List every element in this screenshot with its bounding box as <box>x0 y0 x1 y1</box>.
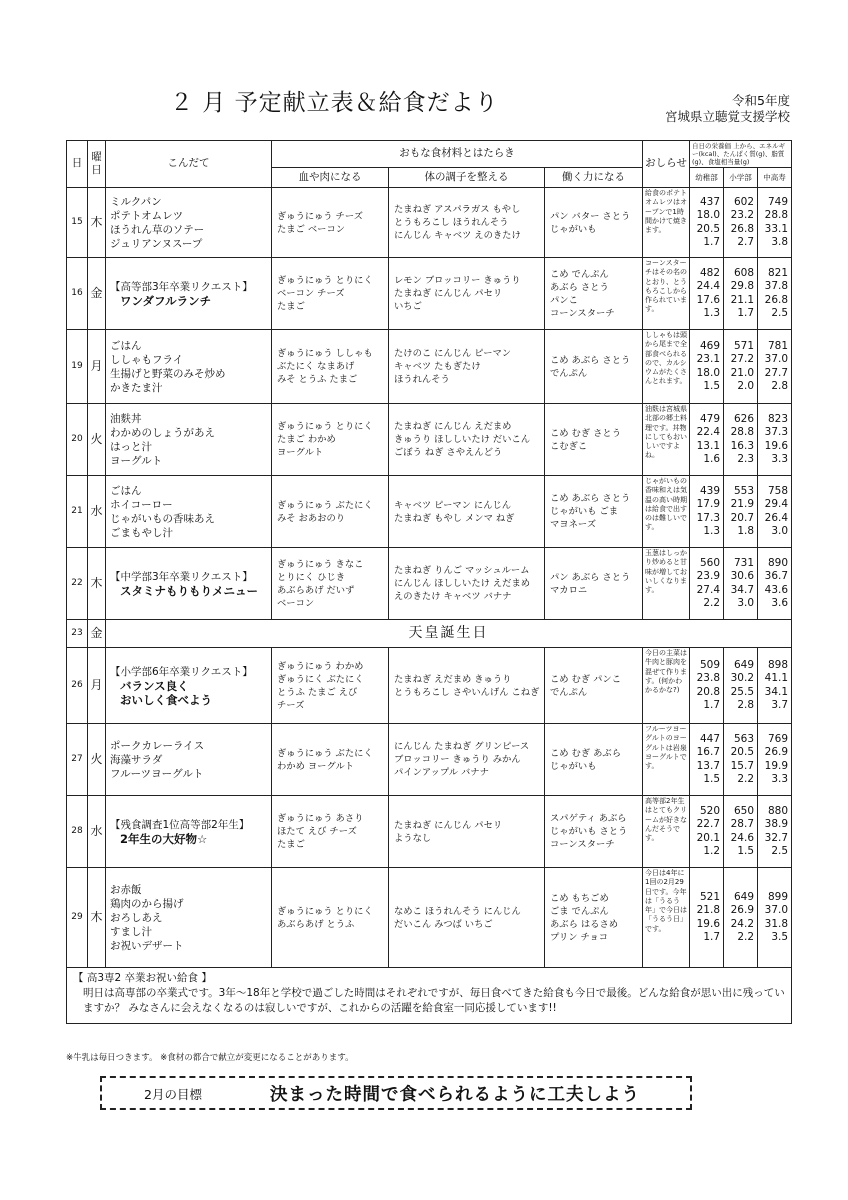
nutrition-value: 437 <box>699 195 721 208</box>
nutrition-value: 20.7 <box>730 511 755 524</box>
dish-item: ヨーグルト <box>110 454 163 467</box>
nutrition-n3 <box>758 868 792 968</box>
nutrition-value: 30.6 <box>730 570 755 582</box>
dish-item: 鶏肉のから揚げ <box>110 897 184 910</box>
nutrition-value: 2.3 <box>737 453 755 465</box>
page-title: ２ 月 予定献立表＆給食だより <box>170 90 499 116</box>
nutrition-value: 439 <box>699 484 721 497</box>
notice-cell: 今日は4年に1回の2月29日です。今年は「うるう年」で今日は「うるう日」です。 <box>643 868 690 968</box>
request-menu-title: 2年生の大好物☆ <box>120 831 208 846</box>
nutrition-n2 <box>724 404 758 476</box>
nutrition-value: 3.6 <box>771 597 789 609</box>
blood-ingredients: ぎゅうにゅう とりにく ベーコン チーズ たまご <box>272 258 389 330</box>
nutrition-value: 602 <box>733 195 755 208</box>
nutrition-value: 22.7 <box>696 818 721 830</box>
energy-ingredients: こめ でんぷん あぶら さとう パンこ コーンスターチ <box>545 258 643 330</box>
notice-cell: コーンスターチはその名のとおり、とうもろこしから作られています。 <box>643 258 690 330</box>
dish-item: ミルクパン <box>110 195 162 208</box>
dish-cell <box>106 868 272 968</box>
dish-item: ごまもやし汁 <box>110 526 173 539</box>
nutrition-value: 447 <box>699 732 721 745</box>
nutrition-value: 15.7 <box>730 759 755 772</box>
header-notice: おしらせ <box>643 141 690 188</box>
nutrition-value: 18.0 <box>696 209 721 221</box>
nutrition-value: 21.8 <box>696 904 721 916</box>
notice-cell: 油麩は宮城県北部の郷土料理です。丼物にしてもおいしいですよね。 <box>643 404 690 476</box>
nutrition-n3 <box>758 796 792 868</box>
footnote: ※牛乳は毎日つきます。 ※食材の都合で献立が変更になることがあります。 <box>66 1053 354 1063</box>
nutrition-value: 19.9 <box>764 759 789 772</box>
nutrition-value: 20.5 <box>696 222 721 235</box>
nutrition-value: 20.1 <box>696 831 721 844</box>
blood-ingredients: ぎゅうにゅう とりにく たまご わかめ ヨーグルト <box>272 404 389 476</box>
day-cell: 28 <box>67 796 88 868</box>
nutrition-value: 23.2 <box>730 209 755 221</box>
nutrition-value: 28.8 <box>764 209 789 221</box>
dish-cell <box>106 330 272 404</box>
nutrition-value: 563 <box>733 732 755 745</box>
nutrition-n1 <box>690 258 724 330</box>
nutrition-n2 <box>724 648 758 724</box>
nutrition-value: 553 <box>733 484 755 497</box>
nutrition-value: 23.8 <box>696 672 721 684</box>
nutrition-value: 22.4 <box>696 426 721 438</box>
request-label: 【残食調査1位高等部2年生】 <box>110 818 250 831</box>
nutrition-value: 2.8 <box>737 699 755 711</box>
dish-item: すまし汁 <box>110 925 152 938</box>
dish-item: はっと汁 <box>110 440 152 453</box>
body-ingredients: レモン ブロッコリー きゅうり たまねぎ にんじん パセリ いちご <box>389 258 545 330</box>
message-heading: 【 高3専2 卒業お祝い給食 】 <box>73 972 212 984</box>
body-ingredients: キャベツ ピーマン にんじん たまねぎ もやし メンマ ねぎ <box>389 476 545 548</box>
nutrition-value: 34.7 <box>730 583 755 596</box>
nutrition-n2 <box>724 724 758 796</box>
goal-box <box>100 1076 692 1110</box>
nutrition-value: 2.2 <box>737 931 755 943</box>
request-menu-title: ワンダフルランチ <box>120 293 212 308</box>
body-ingredients: にんじん たまねぎ グリンピース ブロッコリー きゅうり みかん パインアップル バナナ <box>389 724 545 796</box>
day-cell: 23 <box>67 620 88 648</box>
nutrition-value: 37.8 <box>764 280 789 292</box>
energy-ingredients: こめ あぶら さとう じゃがいも ごま マヨネーズ <box>545 476 643 548</box>
nutrition-n1 <box>690 648 724 724</box>
dish-cell <box>106 548 272 620</box>
nutrition-value: 23.9 <box>696 570 721 582</box>
nutrition-value: 749 <box>768 195 789 208</box>
menu-table <box>66 140 792 1024</box>
nutrition-value: 1.5 <box>737 845 755 857</box>
body-ingredients: なめこ ほうれんそう にんじん だいこん みつば いちご <box>389 868 545 968</box>
nutrition-value: 1.7 <box>703 236 721 248</box>
dish-item: かきたま汁 <box>110 381 163 394</box>
nutrition-value: 2.0 <box>737 380 755 392</box>
nutrition-n3 <box>758 724 792 796</box>
blood-ingredients: ぎゅうにゅう ぶたにく みそ おあおのり <box>272 476 389 548</box>
header-blood: 血や肉になる <box>272 168 389 188</box>
nutrition-value: 17.3 <box>696 511 721 524</box>
energy-ingredients: スパゲティ あぶら じゃがいも さとう コーンスターチ <box>545 796 643 868</box>
blood-ingredients: ぎゅうにゅう ししゃも ぶたにく なまあげ みそ とうふ たまご <box>272 330 389 404</box>
notice-cell: 給食のポテトオムレツはオーブンで1時間かけて焼きます。 <box>643 188 690 258</box>
school-name: 宮城県立聴覚支援学校 <box>664 109 790 124</box>
nutrition-value: 1.3 <box>703 307 721 319</box>
dish-item: じゃがいもの香味あえ <box>110 512 215 525</box>
nutrition-n2 <box>724 188 758 258</box>
menu-row <box>67 404 792 476</box>
header-dish: こんだて <box>106 141 272 188</box>
nutrition-value: 1.3 <box>703 525 721 537</box>
dish-cell <box>106 258 272 330</box>
nutrition-n2 <box>724 476 758 548</box>
request-label: 【高等部3年卒業リクエスト】 <box>110 280 253 293</box>
nutrition-value: 21.9 <box>730 498 755 510</box>
weekday-cell: 火 <box>88 404 106 476</box>
nutrition-value: 781 <box>768 339 789 352</box>
nutrition-value: 3.3 <box>771 773 789 785</box>
nutrition-value: 26.4 <box>764 511 789 524</box>
nutrition-value: 821 <box>768 266 789 279</box>
nutrition-value: 33.1 <box>764 222 789 235</box>
weekday-cell: 月 <box>88 648 106 724</box>
nutrition-value: 37.0 <box>764 353 789 365</box>
energy-ingredients: こめ むぎ パンこ でんぷん <box>545 648 643 724</box>
header-day: 日 <box>67 141 88 188</box>
nutrition-value: 41.1 <box>764 672 789 684</box>
nutrition-value: 898 <box>768 658 789 671</box>
header-nutrition: 自日の栄養価 上から、エネルギー(kcal)、たんぱく質(g)、脂質(g)、食塩相当量(g) <box>690 141 792 168</box>
nutrition-n2 <box>724 548 758 620</box>
menu-row <box>67 476 792 548</box>
nutrition-value: 23.1 <box>696 353 721 365</box>
notice-cell: じゃがいもの香味和えは気温の高い時期は給食で出すのは難しいです。 <box>643 476 690 548</box>
nutrition-value: 27.2 <box>730 353 755 365</box>
nutrition-value: 26.8 <box>730 222 755 235</box>
nutrition-value: 20.8 <box>696 685 721 698</box>
nutrition-value: 1.5 <box>703 773 721 785</box>
nutrition-value: 479 <box>699 412 721 425</box>
nutrition-value: 880 <box>768 804 789 817</box>
nutrition-value: 37.0 <box>764 904 789 916</box>
nutrition-value: 1.5 <box>703 380 721 392</box>
menu-row <box>67 330 792 404</box>
nutrition-value: 1.8 <box>737 525 755 537</box>
school-year: 令和5年度 <box>732 93 790 108</box>
nutrition-value: 509 <box>699 658 721 671</box>
nutrition-value: 21.0 <box>730 366 755 379</box>
dish-item: フルーツヨーグルト <box>110 767 204 780</box>
nutrition-value: 17.9 <box>696 498 721 510</box>
nutrition-value: 626 <box>733 412 755 425</box>
day-cell: 29 <box>67 868 88 968</box>
nutrition-value: 2.2 <box>703 597 721 609</box>
nutrition-value: 32.7 <box>764 831 789 844</box>
energy-ingredients: こめ むぎ あぶら じゃがいも <box>545 724 643 796</box>
dish-item: わかめのしょうがあえ <box>110 426 215 439</box>
body-ingredients: たまねぎ アスパラガス もやし とうもろこし ほうれんそう にんじん キャベツ えのきたけ <box>389 188 545 258</box>
nutrition-value: 26.8 <box>764 293 789 306</box>
nutrition-value: 1.6 <box>703 453 721 465</box>
nutrition-value: 37.3 <box>764 426 789 438</box>
nutrition-n1 <box>690 476 724 548</box>
weekday-cell: 水 <box>88 796 106 868</box>
request-label: 【小学部6年卒業リクエスト】 <box>110 665 253 678</box>
nutrition-value: 1.7 <box>737 307 755 319</box>
blood-ingredients: ぎゅうにゅう わかめ ぎゅうにく ぶたにく とうふ たまご えび チーズ <box>272 648 389 724</box>
weekday-cell: 月 <box>88 330 106 404</box>
nutrition-n1 <box>690 188 724 258</box>
notice-cell: 今日の主菜は牛肉と豚肉を混ぜて作ります。(何かわかるかな?) <box>643 648 690 724</box>
dish-item: ごはん <box>110 484 142 497</box>
nutrition-value: 26.9 <box>764 746 789 758</box>
menu-row <box>67 648 792 724</box>
request-label: 【中学部3年卒業リクエスト】 <box>110 570 253 583</box>
nutrition-value: 19.6 <box>764 439 789 452</box>
nutrition-n1 <box>690 330 724 404</box>
header-ingredients: おもな食材料とはたらき <box>272 141 643 168</box>
nutrition-value: 24.4 <box>696 280 721 292</box>
holiday-cell: 天皇誕生日 <box>106 620 792 648</box>
header-body: 体の調子を整える <box>389 168 545 188</box>
dish-item: ごはん <box>110 339 142 352</box>
menu-row <box>67 796 792 868</box>
goal-label: 2月の目標 <box>144 1087 202 1102</box>
body-ingredients: たまねぎ にんじん パセリ ようなし <box>389 796 545 868</box>
day-cell: 27 <box>67 724 88 796</box>
nutrition-value: 29.8 <box>730 280 755 292</box>
nutrition-value: 2.7 <box>737 236 755 248</box>
nutrition-value: 3.8 <box>771 236 789 248</box>
nutrition-value: 16.3 <box>730 439 755 452</box>
dish-cell <box>106 724 272 796</box>
dish-cell <box>106 648 272 724</box>
menu-row <box>67 868 792 968</box>
dish-item: お赤飯 <box>110 883 142 896</box>
nutrition-n2 <box>724 796 758 868</box>
menu-row <box>67 620 792 648</box>
body-ingredients: たまねぎ えだまめ きゅうり とうもろこし さやいんげん こねぎ <box>389 648 545 724</box>
energy-ingredients: パン あぶら さとう マカロニ <box>545 548 643 620</box>
header-middle: 中高寿 <box>758 168 792 188</box>
dish-item: ほうれん草のソテー <box>110 223 205 236</box>
nutrition-value: 2.8 <box>771 380 789 392</box>
header-kinder: 幼稚部 <box>690 168 724 188</box>
day-cell: 15 <box>67 188 88 258</box>
nutrition-value: 19.6 <box>696 917 721 930</box>
nutrition-value: 608 <box>733 266 755 279</box>
nutrition-value: 571 <box>733 339 755 352</box>
nutrition-n1 <box>690 404 724 476</box>
nutrition-value: 27.4 <box>696 583 721 596</box>
nutrition-n1 <box>690 796 724 868</box>
dish-cell <box>106 188 272 258</box>
weekday-cell: 火 <box>88 724 106 796</box>
nutrition-value: 24.2 <box>730 917 755 930</box>
dish-cell <box>106 796 272 868</box>
blood-ingredients: ぎゅうにゅう とりにく あぶらあげ とうふ <box>272 868 389 968</box>
weekday-cell: 木 <box>88 868 106 968</box>
body-ingredients: たまねぎ りんご マッシュルーム にんじん ほししいたけ えだまめ えのきたけ キャベツ バナナ <box>389 548 545 620</box>
nutrition-value: 823 <box>768 412 789 425</box>
nutrition-value: 649 <box>733 890 755 903</box>
nutrition-value: 2.5 <box>771 845 789 857</box>
blood-ingredients: ぎゅうにゅう きなこ とりにく ひじき あぶらあげ だいず ベーコン <box>272 548 389 620</box>
nutrition-n3 <box>758 188 792 258</box>
dish-item: 生揚げと野菜のみそ炒め <box>110 367 226 380</box>
day-cell: 16 <box>67 258 88 330</box>
nutrition-value: 769 <box>768 732 789 745</box>
nutrition-n3 <box>758 648 792 724</box>
nutrition-value: 13.7 <box>696 759 721 772</box>
menu-row <box>67 548 792 620</box>
nutrition-value: 28.7 <box>730 818 755 830</box>
nutrition-value: 3.7 <box>771 699 789 711</box>
nutrition-value: 26.9 <box>730 904 755 916</box>
nutrition-n3 <box>758 404 792 476</box>
body-ingredients: たまねぎ にんじん えだまめ きゅうり ほししいたけ だいこん ごぼう ねぎ さやえんどう <box>389 404 545 476</box>
nutrition-n2 <box>724 258 758 330</box>
day-cell: 26 <box>67 648 88 724</box>
day-cell: 21 <box>67 476 88 548</box>
weekday-cell: 木 <box>88 188 106 258</box>
header-elem: 小学部 <box>724 168 758 188</box>
energy-ingredients: こめ もちごめ ごま でんぷん あぶら はるさめ プリン チョコ <box>545 868 643 968</box>
nutrition-value: 469 <box>699 339 721 352</box>
notice-cell: ししゃもは頭から尾まで全部食べられるので、カルシウムがたくさんとれます。 <box>643 330 690 404</box>
day-cell: 19 <box>67 330 88 404</box>
notice-cell: フルーツヨーグルトのヨーグルトは岩泉ヨーグルトです。 <box>643 724 690 796</box>
nutrition-value: 3.0 <box>737 597 755 609</box>
nutrition-value: 13.1 <box>696 439 721 452</box>
request-menu-title: バランス良く おいしく食べよう <box>120 678 212 707</box>
menu-row <box>67 258 792 330</box>
energy-ingredients: パン バター さとう じゃがいも <box>545 188 643 258</box>
dish-item: ししゃもフライ <box>110 353 184 366</box>
goal-text: 決まった時間で食べられるように工夫しよう <box>270 1085 640 1105</box>
nutrition-value: 482 <box>699 266 721 279</box>
message-box <box>67 968 792 1024</box>
nutrition-value: 18.0 <box>696 366 721 379</box>
dish-item: お祝いデザート <box>110 939 184 952</box>
nutrition-value: 890 <box>768 556 789 569</box>
nutrition-value: 25.5 <box>730 685 755 698</box>
nutrition-value: 1.7 <box>703 931 721 943</box>
nutrition-value: 36.7 <box>764 570 789 582</box>
nutrition-value: 24.6 <box>730 831 755 844</box>
nutrition-value: 20.5 <box>730 746 755 758</box>
energy-ingredients: こめ むぎ さとう こむぎこ <box>545 404 643 476</box>
energy-ingredients: こめ あぶら さとう でんぷん <box>545 330 643 404</box>
nutrition-value: 560 <box>699 556 721 569</box>
nutrition-n2 <box>724 330 758 404</box>
notice-cell: 玉葱はしっかり炒めると甘味が増しておいしくなります。 <box>643 548 690 620</box>
dish-item: ジュリアンヌスープ <box>110 237 203 250</box>
nutrition-value: 3.0 <box>771 525 789 537</box>
day-cell: 20 <box>67 404 88 476</box>
blood-ingredients: ぎゅうにゅう あさり ほたて えび チーズ たまご <box>272 796 389 868</box>
nutrition-n1 <box>690 724 724 796</box>
blood-ingredients: ぎゅうにゅう チーズ たまご ベーコン <box>272 188 389 258</box>
nutrition-n3 <box>758 258 792 330</box>
menu-row <box>67 724 792 796</box>
nutrition-n3 <box>758 476 792 548</box>
nutrition-value: 2.5 <box>771 307 789 319</box>
nutrition-value: 649 <box>733 658 755 671</box>
day-cell: 22 <box>67 548 88 620</box>
menu-row <box>67 188 792 258</box>
nutrition-value: 520 <box>699 804 721 817</box>
message-body: 明日は高専部の卒業式です。3年～18年と学校で過ごした時間はそれぞれですが、毎日食べてきた給食も今日で最後。どんな給食が思い出に残っていますか？ みなさんに会えなくなるのは寂しいですが、これからの活躍を給食室一同応援しています!! <box>83 987 785 1014</box>
header-energy: 働く力になる <box>545 168 643 188</box>
dish-cell <box>106 404 272 476</box>
nutrition-value: 758 <box>768 484 789 497</box>
nutrition-value: 34.1 <box>764 685 789 698</box>
dish-item: ポテトオムレツ <box>110 209 184 222</box>
dish-item: おろしあえ <box>110 911 163 924</box>
nutrition-value: 17.6 <box>696 293 721 306</box>
nutrition-value: 29.4 <box>764 498 789 510</box>
nutrition-value: 16.7 <box>696 746 721 758</box>
nutrition-value: 31.8 <box>764 917 789 930</box>
nutrition-value: 30.2 <box>730 672 755 684</box>
body-ingredients: たけのこ にんじん ピーマン キャベツ たもぎたけ ほうれんそう <box>389 330 545 404</box>
dish-item: ホイコーロー <box>110 498 173 511</box>
nutrition-value: 38.9 <box>764 818 789 830</box>
nutrition-value: 899 <box>768 890 789 903</box>
nutrition-value: 27.7 <box>764 366 789 379</box>
weekday-cell: 木 <box>88 548 106 620</box>
nutrition-value: 521 <box>699 890 721 903</box>
request-menu-title: スタミナもりもりメニュー <box>120 583 258 598</box>
weekday-cell: 金 <box>88 258 106 330</box>
header-weekday: 曜日 <box>88 141 106 188</box>
nutrition-n1 <box>690 868 724 968</box>
nutrition-value: 1.2 <box>703 845 721 857</box>
nutrition-value: 21.1 <box>730 293 755 306</box>
nutrition-value: 43.6 <box>764 583 789 596</box>
nutrition-value: 2.2 <box>737 773 755 785</box>
nutrition-value: 731 <box>733 556 755 569</box>
nutrition-n2 <box>724 868 758 968</box>
nutrition-value: 3.3 <box>771 453 789 465</box>
weekday-cell: 水 <box>88 476 106 548</box>
nutrition-n3 <box>758 548 792 620</box>
dish-cell <box>106 476 272 548</box>
nutrition-value: 1.7 <box>703 699 721 711</box>
weekday-cell: 金 <box>88 620 106 648</box>
nutrition-value: 28.8 <box>730 426 755 438</box>
nutrition-value: 3.5 <box>771 931 789 943</box>
nutrition-value: 650 <box>733 804 755 817</box>
notice-cell: 高等部2年生はとてもクリームが好きなんだそうです。 <box>643 796 690 868</box>
nutrition-n1 <box>690 548 724 620</box>
school-info <box>605 93 790 125</box>
blood-ingredients: ぎゅうにゅう ぶたにく わかめ ヨーグルト <box>272 724 389 796</box>
nutrition-n3 <box>758 330 792 404</box>
dish-item: 海藻サラダ <box>110 753 163 766</box>
dish-item: ポークカレーライス <box>110 739 205 752</box>
dish-item: 油麩丼 <box>110 412 142 425</box>
